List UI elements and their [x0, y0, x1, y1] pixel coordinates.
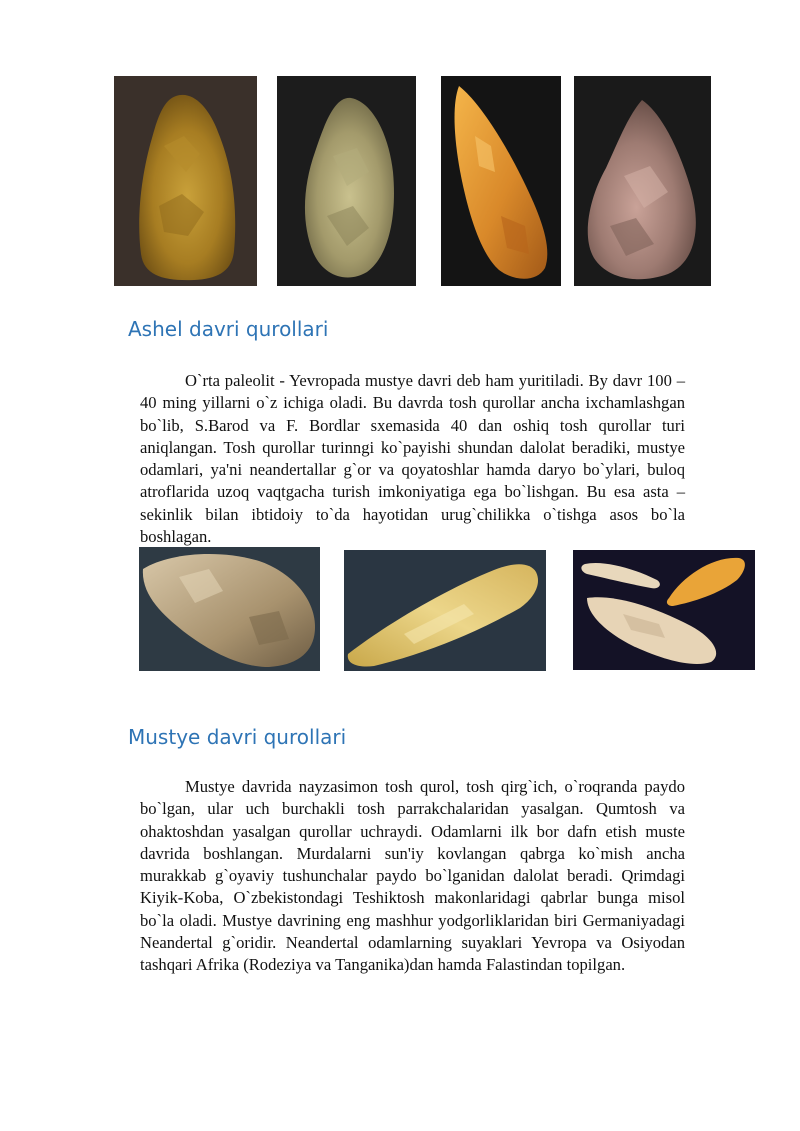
section-paragraph-mustye: Mustye davrida nayzasimon tosh qurol, tosh qirg`ich, o`roqranda paydo bo`lgan, ular uch burchakli tosh parrakchalaridan yasalgan. Qumtosh va ohaktoshdan yasalgan qurollar uchraydi. Odamlarni ilk bor dafn etish muste davrida boshlangan. Murdalarni sun'iy kovlangan qabrga ko`mish ancha murakkab g`oyaviy tushunchalar paydo bo`lganidan dalolat beradi. Qrimdagi Kiyik-Koba, O`zbekistondagi Teshiktosh makonlaridagi qabrlar bunga misol bo`la oladi. Mustye davrining eng mashhur yodgorliklaridan biri Germaniyadagi Neandertal g`oridir. Neandertal odamlarning suyaklari Yevropa va Osiyodan tashqari Afrika (Rodeziya va Tanganika)dan hamda Falastindan topilgan.: [140, 777, 685, 975]
ashel-tool-photo-2: [277, 76, 416, 286]
hand-axe-ochre-icon: [114, 76, 257, 286]
ashel-tool-photo-3: [441, 76, 561, 286]
section-paragraph-ashel: O`rta paleolit - Yevropada mustye davri deb ham yuritiladi. By davr 100 – 40 ming yillarni o`z ichiga oladi. Bu davrda tosh qurollar ancha ixchamlashgan bo`lib, S.Barod va F. Bordlar sxemasida 40 dan oshiq tosh qurollar turi aniqlangan. Tosh qurollar turinngi ko`payishi shundan dalolat beradiki, mustye odamlari, ya'ni neandertallar g`or va qoyatoshlar hamda daryo bo`ylari, buloq atroflarida uzoq vaqtgacha turish imkoniyatiga ega bo`lishgan. Bu esa asta – sekinlik bilan ibtidoiy to`da hayotidan urug`chilikka o`tishga asos bo`la boshlagan.: [140, 371, 685, 547]
flint-blade-icon: [344, 550, 546, 671]
section-heading-ashel: Ashel davri qurollari: [128, 317, 329, 341]
hand-axe-pink-icon: [574, 76, 711, 286]
hand-axe-orange-icon: [441, 76, 561, 286]
mustye-tool-photo-1: [139, 547, 320, 671]
ashel-tool-photo-1: [114, 76, 257, 286]
mustye-tool-photo-3: [573, 550, 755, 670]
section-heading-mustye: Mustye davri qurollari: [128, 725, 347, 749]
flint-points-icon: [573, 550, 755, 670]
ashel-tool-photo-4: [574, 76, 711, 286]
flint-scraper-icon: [139, 547, 320, 671]
mustye-tool-photo-2: [344, 550, 546, 671]
hand-axe-grey-icon: [277, 76, 416, 286]
